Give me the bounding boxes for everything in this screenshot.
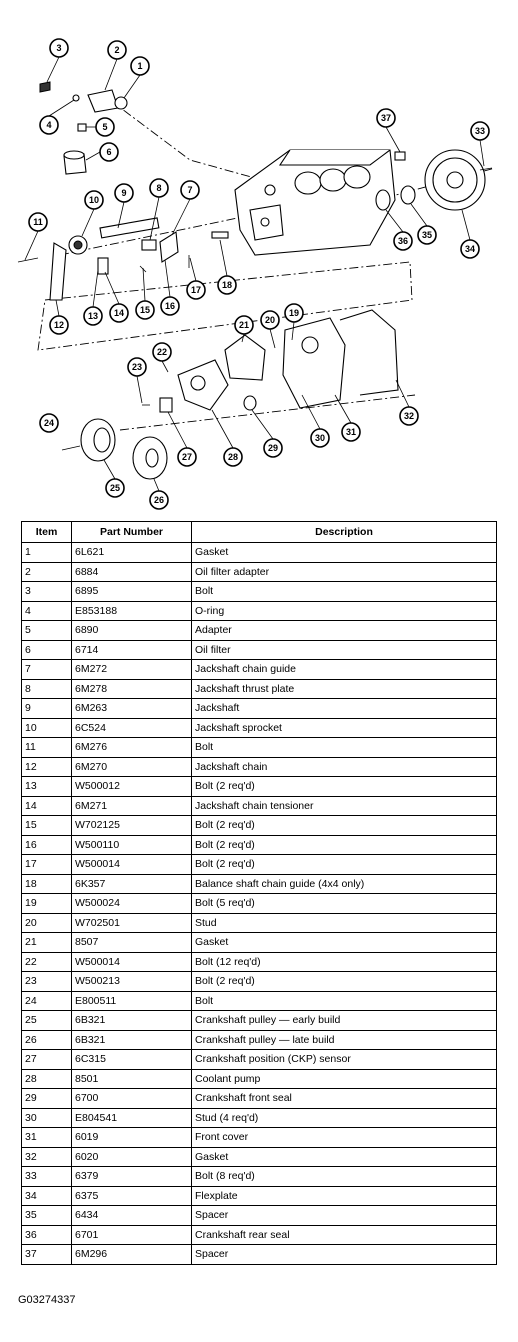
svg-text:13: 13 (87, 311, 99, 321)
callout-35 (418, 226, 436, 244)
cell-description: Bolt (192, 582, 497, 602)
cell-description: Coolant pump (192, 1069, 497, 1089)
svg-text:1: 1 (137, 61, 143, 71)
cell-item: 16 (22, 835, 72, 855)
cell-description: Bolt (8 req'd) (192, 1167, 497, 1187)
table-row (22, 816, 497, 836)
svg-text:26: 26 (153, 495, 165, 505)
callout-6 (100, 143, 118, 161)
cell-item: 14 (22, 796, 72, 816)
cell-part-number: 6M272 (72, 660, 192, 680)
svg-text:3: 3 (56, 43, 62, 53)
cell-part-number: 6C315 (72, 1050, 192, 1070)
cell-description: Jackshaft thrust plate (192, 679, 497, 699)
cell-description: Oil filter (192, 640, 497, 660)
table-row (22, 1030, 497, 1050)
svg-text:11: 11 (33, 217, 43, 227)
cell-description: Bolt (2 req'd) (192, 816, 497, 836)
callout-4 (40, 116, 58, 134)
exploded-view-diagram (0, 0, 518, 515)
cell-part-number: 6020 (72, 1147, 192, 1167)
crankshaft-pulleys (62, 419, 167, 479)
cell-part-number: 8507 (72, 933, 192, 953)
header-description: Description (192, 522, 497, 543)
cell-part-number: 6M270 (72, 757, 192, 777)
callout-11 (29, 213, 47, 231)
svg-text:23: 23 (131, 362, 143, 372)
table-row (22, 855, 497, 875)
cell-description: Crankshaft front seal (192, 1089, 497, 1109)
table-row (22, 562, 497, 582)
svg-text:36: 36 (397, 236, 409, 246)
callout-10 (85, 191, 103, 209)
table-row (22, 874, 497, 894)
cell-description: Jackshaft chain (192, 757, 497, 777)
header-part-number: Part Number (72, 522, 192, 543)
cell-item: 25 (22, 1011, 72, 1031)
cell-item: 37 (22, 1245, 72, 1265)
cell-item: 13 (22, 777, 72, 797)
callout-19 (285, 304, 303, 322)
svg-text:37: 37 (380, 113, 392, 123)
parts-table (21, 521, 497, 1265)
cell-item: 7 (22, 660, 72, 680)
cell-description: Crankshaft pulley — early build (192, 1011, 497, 1031)
cell-description: Crankshaft rear seal (192, 1225, 497, 1245)
cell-description: Crankshaft position (CKP) sensor (192, 1050, 497, 1070)
callout-22 (153, 343, 171, 361)
table-row (22, 738, 497, 758)
cell-item: 20 (22, 913, 72, 933)
cell-part-number: 8501 (72, 1069, 192, 1089)
parts-table-body (22, 543, 497, 1265)
svg-text:25: 25 (109, 483, 121, 493)
cell-item: 17 (22, 855, 72, 875)
table-row (22, 1050, 497, 1070)
svg-text:8: 8 (156, 183, 162, 193)
callout-24 (40, 414, 58, 432)
table-row (22, 660, 497, 680)
cell-description: Jackshaft chain guide (192, 660, 497, 680)
cell-part-number: 6019 (72, 1128, 192, 1148)
svg-text:7: 7 (187, 185, 193, 195)
callout-21 (235, 316, 253, 334)
svg-text:4: 4 (46, 120, 52, 130)
cell-part-number: 6434 (72, 1206, 192, 1226)
callout-25 (106, 479, 124, 497)
header-item: Item (22, 522, 72, 543)
cell-description: Jackshaft (192, 699, 497, 719)
svg-text:27: 27 (181, 452, 193, 462)
cell-item: 8 (22, 679, 72, 699)
svg-text:6: 6 (106, 147, 112, 157)
cell-part-number: 6M263 (72, 699, 192, 719)
cell-description: Bolt (12 req'd) (192, 952, 497, 972)
cell-part-number: 6700 (72, 1089, 192, 1109)
cell-item: 27 (22, 1050, 72, 1070)
cell-item: 9 (22, 699, 72, 719)
cell-item: 5 (22, 621, 72, 641)
callout-16 (161, 297, 179, 315)
cell-description: Stud (192, 913, 497, 933)
table-row (22, 913, 497, 933)
callout-7 (181, 181, 199, 199)
figure-id: G03274337 (18, 1294, 76, 1306)
cell-item: 33 (22, 1167, 72, 1187)
cell-item: 22 (22, 952, 72, 972)
cell-part-number: 6M271 (72, 796, 192, 816)
cell-part-number: 6884 (72, 562, 192, 582)
table-row (22, 757, 497, 777)
callout-26 (150, 491, 168, 509)
table-row (22, 640, 497, 660)
cell-part-number: W500213 (72, 972, 192, 992)
svg-text:5: 5 (102, 122, 108, 132)
cell-description: Bolt (192, 738, 497, 758)
table-row (22, 543, 497, 563)
cell-item: 30 (22, 1108, 72, 1128)
table-row (22, 1167, 497, 1187)
cell-description: Stud (4 req'd) (192, 1108, 497, 1128)
cell-item: 4 (22, 601, 72, 621)
cell-part-number: 6M296 (72, 1245, 192, 1265)
cell-description: Bolt (2 req'd) (192, 972, 497, 992)
svg-text:34: 34 (464, 244, 476, 254)
cell-description: Balance shaft chain guide (4x4 only) (192, 874, 497, 894)
callout-31 (342, 423, 360, 441)
table-row (22, 933, 497, 953)
cell-description: Jackshaft sprocket (192, 718, 497, 738)
cell-item: 24 (22, 991, 72, 1011)
cell-description: O-ring (192, 601, 497, 621)
cell-item: 11 (22, 738, 72, 758)
cell-description: Gasket (192, 933, 497, 953)
svg-text:19: 19 (288, 308, 300, 318)
callout-37 (377, 109, 395, 127)
table-row (22, 621, 497, 641)
cell-part-number: W500024 (72, 894, 192, 914)
cell-part-number: W702125 (72, 816, 192, 836)
callout-20 (261, 311, 279, 329)
cell-description: Adapter (192, 621, 497, 641)
table-row (22, 601, 497, 621)
table-row (22, 991, 497, 1011)
cell-part-number: 6B321 (72, 1030, 192, 1050)
cell-item: 26 (22, 1030, 72, 1050)
cell-part-number: 6M278 (72, 679, 192, 699)
svg-text:35: 35 (421, 230, 433, 240)
table-row (22, 1069, 497, 1089)
callout-9 (115, 184, 133, 202)
table-row (22, 777, 497, 797)
table-row (22, 679, 497, 699)
svg-text:9: 9 (121, 188, 127, 198)
cell-part-number: 6L621 (72, 543, 192, 563)
cell-description: Front cover (192, 1128, 497, 1148)
callout-3 (50, 39, 68, 57)
svg-text:33: 33 (474, 126, 486, 136)
cell-description: Crankshaft pulley — late build (192, 1030, 497, 1050)
cell-part-number: W702501 (72, 913, 192, 933)
callout-12 (50, 316, 68, 334)
callout-32 (400, 407, 418, 425)
cell-item: 15 (22, 816, 72, 836)
cell-description: Oil filter adapter (192, 562, 497, 582)
cell-item: 29 (22, 1089, 72, 1109)
table-row (22, 1186, 497, 1206)
table-row (22, 835, 497, 855)
cell-item: 18 (22, 874, 72, 894)
cell-item: 23 (22, 972, 72, 992)
table-row (22, 1225, 497, 1245)
cell-item: 12 (22, 757, 72, 777)
callout-27 (178, 448, 196, 466)
svg-text:29: 29 (267, 443, 279, 453)
cell-item: 10 (22, 718, 72, 738)
table-row (22, 1206, 497, 1226)
cell-part-number: E800511 (72, 991, 192, 1011)
cell-item: 34 (22, 1186, 72, 1206)
table-header-row (22, 522, 497, 543)
cell-description: Spacer (192, 1245, 497, 1265)
table-row (22, 972, 497, 992)
cell-item: 31 (22, 1128, 72, 1148)
svg-text:21: 21 (238, 320, 250, 330)
callout-29 (264, 439, 282, 457)
callout-2 (108, 41, 126, 59)
cell-part-number: 6M276 (72, 738, 192, 758)
table-row (22, 1128, 497, 1148)
cell-item: 35 (22, 1206, 72, 1226)
svg-text:2: 2 (114, 45, 120, 55)
svg-text:22: 22 (156, 347, 168, 357)
cell-part-number: 6B321 (72, 1011, 192, 1031)
cell-item: 32 (22, 1147, 72, 1167)
callout-34 (461, 240, 479, 258)
cell-part-number: E853188 (72, 601, 192, 621)
svg-text:17: 17 (190, 285, 202, 295)
svg-text:32: 32 (403, 411, 415, 421)
svg-text:20: 20 (264, 315, 276, 325)
cell-part-number: W500110 (72, 835, 192, 855)
cell-item: 1 (22, 543, 72, 563)
svg-text:31: 31 (345, 427, 357, 437)
callout-36 (394, 232, 412, 250)
cell-part-number: E804541 (72, 1108, 192, 1128)
callout-15 (136, 301, 154, 319)
callout-1 (131, 57, 149, 75)
cell-part-number: 6701 (72, 1225, 192, 1245)
cell-description: Gasket (192, 1147, 497, 1167)
cell-item: 2 (22, 562, 72, 582)
cell-description: Bolt (192, 991, 497, 1011)
callout-17 (187, 281, 205, 299)
callout-14 (110, 304, 128, 322)
table-row (22, 952, 497, 972)
cell-description: Spacer (192, 1206, 497, 1226)
svg-text:28: 28 (227, 452, 239, 462)
table-row (22, 1245, 497, 1265)
cell-part-number: 6C524 (72, 718, 192, 738)
table-row (22, 796, 497, 816)
svg-text:18: 18 (221, 280, 233, 290)
cell-description: Jackshaft chain tensioner (192, 796, 497, 816)
table-row (22, 1147, 497, 1167)
cell-description: Bolt (2 req'd) (192, 835, 497, 855)
cell-item: 28 (22, 1069, 72, 1089)
cell-part-number: W500014 (72, 855, 192, 875)
table-row (22, 582, 497, 602)
cell-part-number: 6890 (72, 621, 192, 641)
svg-text:24: 24 (43, 418, 55, 428)
table-row (22, 699, 497, 719)
cell-item: 21 (22, 933, 72, 953)
cell-description: Bolt (2 req'd) (192, 855, 497, 875)
callout-5 (96, 118, 114, 136)
engine-block (235, 150, 395, 255)
callout-8 (150, 179, 168, 197)
cell-part-number: 6895 (72, 582, 192, 602)
svg-text:16: 16 (164, 301, 176, 311)
assembly-line-oil-filter (110, 100, 262, 180)
table-row (22, 894, 497, 914)
svg-text:12: 12 (53, 320, 65, 330)
svg-text:30: 30 (314, 433, 326, 443)
cell-item: 19 (22, 894, 72, 914)
cell-part-number: 6379 (72, 1167, 192, 1187)
cell-description: Bolt (5 req'd) (192, 894, 497, 914)
cell-description: Gasket (192, 543, 497, 563)
svg-text:14: 14 (113, 308, 125, 318)
callout-13 (84, 307, 102, 325)
callout-23 (128, 358, 146, 376)
callout-30 (311, 429, 329, 447)
cell-part-number: 6375 (72, 1186, 192, 1206)
cell-item: 36 (22, 1225, 72, 1245)
table-row (22, 1089, 497, 1109)
table-row (22, 718, 497, 738)
callout-28 (224, 448, 242, 466)
cell-item: 6 (22, 640, 72, 660)
cell-part-number: W500012 (72, 777, 192, 797)
table-row (22, 1108, 497, 1128)
callout-33 (471, 122, 489, 140)
cell-part-number: 6714 (72, 640, 192, 660)
cell-description: Flexplate (192, 1186, 497, 1206)
cell-item: 3 (22, 582, 72, 602)
cell-description: Bolt (2 req'd) (192, 777, 497, 797)
svg-text:10: 10 (88, 195, 100, 205)
cell-part-number: W500014 (72, 952, 192, 972)
table-row (22, 1011, 497, 1031)
callout-18 (218, 276, 236, 294)
svg-text:15: 15 (139, 305, 151, 315)
cell-part-number: 6K357 (72, 874, 192, 894)
